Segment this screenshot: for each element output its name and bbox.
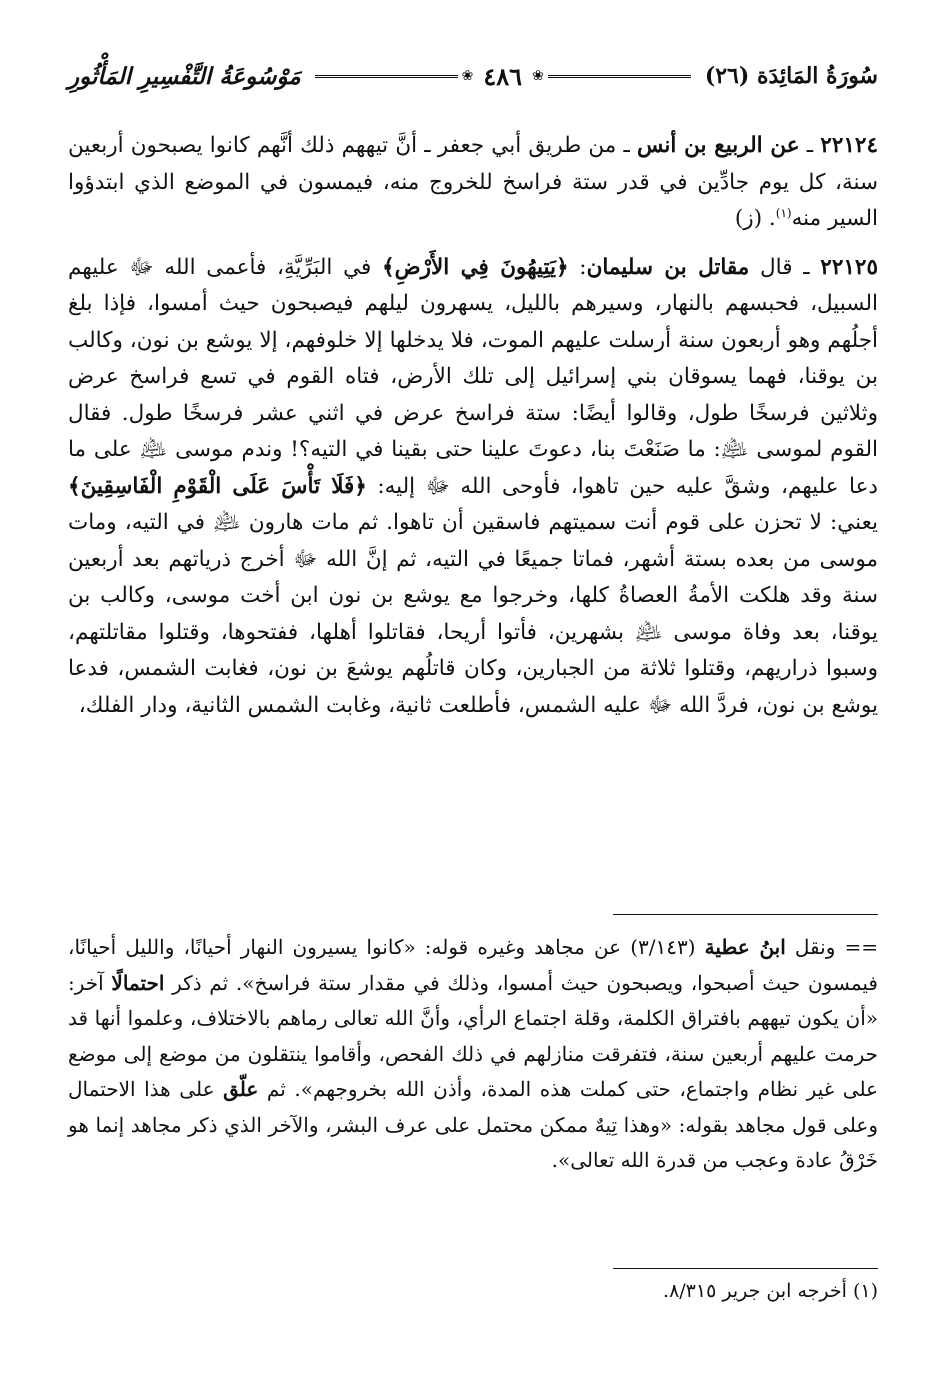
commentary-note bbox=[68, 930, 878, 1179]
note-keyword: علّق bbox=[223, 1077, 259, 1101]
dash: ـ bbox=[799, 133, 821, 158]
ornament-icon: ❀ bbox=[532, 68, 544, 84]
note-text: آخر: «أن يكون تيههم بافتراق الكلمة، وقلة اجتماع الرأي، وأنَّ الله تعالى رماهم بالاختلاف، وعلموا أنها قد حرمت عليهم أربعين سنة، فتفرقت منازلهم في ذلك الفحص، وأقاموا ينتقلون من موضع إلى موضع على غير نظام واجتماع، حتى كملت هذه المدة، وأذن الله بخروجهم». ثم bbox=[68, 970, 878, 1101]
quran-verse: ﴿يَتِيهُونَ فِي الأَرْضِ﴾ bbox=[382, 254, 569, 280]
surah-title: سُورَةُ المَائِدَة (٢٦) bbox=[704, 63, 878, 89]
book-title: مَوْسُوعَةُ التَّفْسِيرِ المَأْثُورِ bbox=[68, 62, 301, 90]
header-rule-left bbox=[315, 75, 458, 78]
header-rule-right bbox=[548, 75, 691, 78]
paragraph-text: يعني: لا تحزن على قوم أنت سميتهم فاسقين أن تاهوا. ثم مات هارون ﵇ في التيه، ومات موسى من بعده بستة أشهر، فماتا جميعًا في التيه، ثم إنَّ الله ﷻ أخرج ذرياتهم بعد أربعين سنة وقد هلكت الأمةُ العصاةُ كلها، وخرجوا مع يوشع بن نون ابن أخت موسى، وكالب بن يوقنا، بعد وفاة موسى ﵇ بشهرين، فأتوا أريحا، فقاتلوا أهلها، ففتحوها، وقتلوا مقاتلتهم، وسبوا ذراريهم، وقتلوا ثلاثة من الجبارين، وكان قاتلُهم يوشعَ بن نون، فغابت الشمس، فدعا يوشع بن نون، فردَّ الله ﷻ عليه الشمس، فأطلعت ثانية، وغابت الشمس الثانية، ودار الفلك، bbox=[68, 510, 878, 718]
main-text bbox=[68, 128, 878, 736]
intro-text: قال bbox=[749, 254, 793, 280]
paragraph-text: في البَرِّيَّةِ، فأعمى الله ﷻ عليهم السبيل، فحبسهم بالنهار، وسيرهم بالليل، يسهرون ليلهم فيصبحون حيث أمسوا، فإذا بلغ أجلُهم وهو أربعون سنة أرسلت عليهم الموت، فلا يدخلها إلا خلوفهم، إلا يوشع بن نون، وكالب بن يوقنا، فهما يسوقان بني إسرائيل إلى تلك الأرض، فتاه القوم في تسع فراسخ عرض وثلاثين فرسخًا طول، وقالوا أيضًا: ستة فراسخ عرض في اثني عشر فرسخًا طول. فقال القوم لموسى ﵇: ما صَنَعْتَ بنا، دعوتَ علينا حتى بقينا في التيه؟! وندم موسى ﵇ على ما دعا عليهم، وشقَّ عليه حين تاهوا، فأوحى الله ﷻ إليه: bbox=[68, 254, 879, 499]
note-keyword: احتمالًا bbox=[111, 970, 165, 995]
source-tag: . (ز) bbox=[734, 206, 776, 231]
footnote-separator-2 bbox=[613, 1268, 878, 1269]
dash: ـ bbox=[792, 254, 821, 280]
paragraph-text: ـ من طريق أبي جعفر ـ أنَّ تيههم ذلك أنَّهم كانوا يصبحون أربعين سنة، كل يوم جادِّين في قدر ستة فراسخ للخروج منه، فيمسون في الموضع الذي ابتدؤوا السير منه bbox=[68, 133, 878, 231]
footnote-separator bbox=[613, 914, 878, 915]
note-paragraph bbox=[68, 930, 878, 1179]
hadith-number: ٢٢١٢٤ bbox=[820, 133, 879, 158]
paragraph-22124 bbox=[68, 128, 878, 238]
header-rule bbox=[315, 62, 691, 91]
footnote-marker[interactable]: (١) bbox=[775, 205, 792, 220]
colon: : bbox=[568, 254, 587, 280]
paragraph-22125 bbox=[68, 250, 878, 725]
quran-verse: ﴿فَلَا تَأْسَ عَلَى الْقَوْمِ الْفَاسِقِينَ﴾ bbox=[68, 473, 367, 499]
hadith-number: ٢٢١٢٥ bbox=[820, 254, 879, 280]
note-lead: == ونقل bbox=[785, 935, 878, 959]
note-citation: (٣/١٤٣) bbox=[630, 935, 705, 959]
narrator-name: مقاتل بن سليمان bbox=[586, 254, 750, 280]
note-text: عن مجاهد وغيره قوله: «كانوا يسيرون النهار أحيانًا، والليل أحيانًا، فيمسون حيث أصبحوا، ويصبحون حيث أمسوا، وذلك في مقدار ستة فراسخ». ثم ذكر bbox=[68, 935, 878, 995]
page-number: ٤٨٦ bbox=[483, 61, 523, 91]
footnote-text: (١) أخرجه ابن جرير ٨/٣١٥. bbox=[663, 1280, 878, 1302]
page-header bbox=[68, 52, 878, 100]
note-author: ابنُ عطية bbox=[704, 935, 786, 959]
note-text: على هذا الاحتمال وعلى قول مجاهد بقوله: «وهذا تِيهٌ ممكن محتمل على عرف البشر، والآخر الذي ذكر مجاهد إنما هو خَرْقُ عادة وعجب من قدرة الله تعالى». bbox=[68, 1077, 878, 1172]
footnote bbox=[68, 1276, 878, 1306]
ornament-icon: ❀ bbox=[461, 68, 474, 84]
narrator-name: عن الربيع بن أنس bbox=[636, 133, 800, 158]
